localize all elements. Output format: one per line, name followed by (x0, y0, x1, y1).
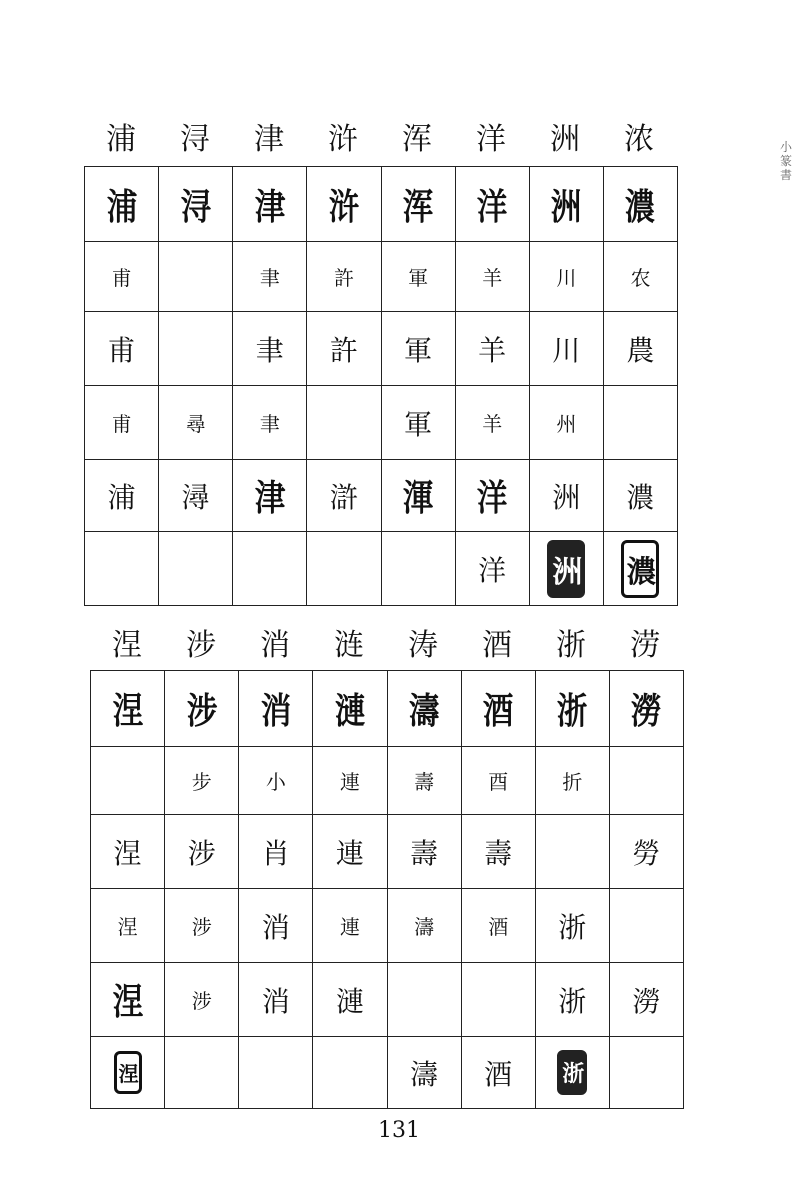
oracle-glyph: 連 (339, 770, 360, 794)
table-row (85, 532, 678, 606)
glyph-cell (233, 242, 307, 312)
glyph-cell (85, 460, 159, 532)
seal-glyph: 浒 (328, 186, 360, 228)
glyph-cell (233, 312, 307, 386)
glyph-cell (455, 386, 529, 460)
header-char: 涝 (630, 628, 660, 663)
bamboo-glyph: 州 (556, 412, 577, 436)
glyph-cell (461, 963, 535, 1037)
glyph-cell (387, 747, 461, 815)
glyph-cell (239, 815, 313, 889)
glyph-cell (387, 963, 461, 1037)
bamboo-glyph: 連 (339, 915, 360, 939)
clerical-glyph: 滸 (329, 480, 358, 514)
glyph-cell (455, 312, 529, 386)
header-char: 酒 (482, 628, 512, 663)
seal-glyph: 浔 (180, 186, 211, 228)
glyph-cell (165, 1037, 239, 1109)
glyph-cell (535, 963, 609, 1037)
glyph-cell (609, 815, 683, 889)
glyph-cell (603, 167, 677, 242)
glyph-cell (535, 1037, 609, 1109)
seal-glyph: 涉 (186, 691, 217, 732)
glyph-cell (165, 671, 239, 747)
seal-glyph: 浑 (402, 186, 434, 228)
bronze-glyph: 勞 (632, 836, 661, 870)
glyph-cell (529, 242, 603, 312)
bamboo-glyph: 尋 (185, 412, 206, 436)
glyph-cell (85, 532, 159, 606)
glyph-cell (387, 815, 461, 889)
glyph-cell (165, 963, 239, 1037)
header-char: 浦 (106, 122, 136, 157)
header-char: 浑 (402, 122, 432, 157)
glyph-cell (85, 242, 159, 312)
clerical-glyph: 澇 (632, 984, 661, 1018)
glyph-cell (159, 386, 233, 460)
glyph-cell (313, 815, 387, 889)
bronze-glyph: 壽 (410, 836, 439, 870)
glyph-cell (455, 242, 529, 312)
seal-stamp-glyph: 涅 (114, 1051, 142, 1094)
glyph-cell (233, 532, 307, 606)
glyph-cell (603, 242, 677, 312)
clerical-glyph: 浙 (558, 984, 587, 1018)
table-row (91, 671, 684, 747)
glyph-cell (387, 671, 461, 747)
glyph-cell (239, 671, 313, 747)
glyph-cell (307, 312, 381, 386)
glyph-cell (159, 242, 233, 312)
glyph-cell (461, 815, 535, 889)
seal-glyph: 津 (254, 186, 286, 228)
glyph-cell (159, 532, 233, 606)
seal-glyph: 酒 (482, 691, 514, 732)
bronze-glyph: 聿 (255, 333, 284, 367)
glyph-cell (159, 167, 233, 242)
glyph-cell (85, 386, 159, 460)
seal-stamp-glyph: 洲 (547, 540, 585, 598)
bronze-glyph: 涉 (187, 836, 216, 870)
glyph-cell (159, 460, 233, 532)
header-char: 浒 (328, 122, 358, 157)
bronze-glyph: 涅 (113, 836, 142, 870)
seal-glyph: 洋 (476, 186, 508, 228)
glyph-cell (165, 815, 239, 889)
bronze-glyph: 壽 (484, 836, 513, 870)
header-char: 涛 (408, 628, 438, 663)
header-row-1 (84, 120, 676, 160)
header-char: 消 (260, 628, 290, 663)
clerical-glyph: 漣 (335, 984, 364, 1018)
glyph-cell (233, 167, 307, 242)
glyph-cell (461, 671, 535, 747)
clerical-glyph: 涉 (191, 989, 212, 1013)
glyph-cell (461, 889, 535, 963)
glyph-cell (307, 460, 381, 532)
glyph-cell (85, 312, 159, 386)
table-row (91, 1037, 684, 1109)
glyph-cell (529, 167, 603, 242)
seal-glyph: 洲 (550, 186, 582, 228)
bamboo-glyph: 聿 (259, 412, 280, 436)
glyph-cell (381, 386, 455, 460)
glyph-cell (603, 312, 677, 386)
glyph-cell (91, 963, 165, 1037)
table-row (91, 889, 684, 963)
table-row (85, 312, 678, 386)
glyph-cell (91, 747, 165, 815)
glyph-cell (455, 532, 529, 606)
bamboo-glyph: 消 (261, 910, 290, 944)
glyph-cell (307, 167, 381, 242)
bamboo-glyph: 涅 (117, 915, 138, 939)
glyph-cell (239, 1037, 313, 1109)
glyph-cell (239, 889, 313, 963)
glyph-cell (529, 312, 603, 386)
glyph-cell (91, 671, 165, 747)
glyph-cell (603, 386, 677, 460)
bamboo-glyph: 甫 (111, 412, 132, 436)
margin-mark: 小篆書 (780, 140, 793, 182)
glyph-cell (381, 167, 455, 242)
bamboo-glyph: 濤 (414, 915, 435, 939)
glyph-cell (461, 747, 535, 815)
bamboo-glyph: 羊 (482, 412, 503, 436)
clerical-glyph: 涅 (112, 982, 143, 1023)
header-char: 浔 (180, 122, 210, 157)
oracle-glyph: 羊 (482, 266, 503, 290)
seal-glyph: 澇 (631, 691, 662, 732)
table-row (91, 815, 684, 889)
clerical-glyph: 潯 (181, 480, 210, 514)
header-char: 涉 (186, 628, 216, 663)
glyph-cell (535, 889, 609, 963)
seal-stamp-glyph: 浙 (557, 1050, 587, 1095)
glyph-cell (603, 460, 677, 532)
seal-glyph: 濃 (625, 186, 656, 228)
glyph-cell (603, 532, 677, 606)
glyph-table-1 (84, 166, 678, 606)
oracle-glyph: 酉 (488, 770, 509, 794)
bronze-glyph: 肖 (261, 836, 290, 870)
bamboo-glyph: 酒 (488, 915, 509, 939)
glyph-cell (85, 167, 159, 242)
glyph-cell (313, 671, 387, 747)
glyph-cell (461, 1037, 535, 1109)
glyph-cell (535, 747, 609, 815)
glyph-cell (381, 312, 455, 386)
clerical-glyph: 渾 (402, 478, 434, 519)
oracle-glyph: 許 (333, 266, 354, 290)
oracle-glyph: 步 (191, 770, 212, 794)
oracle-glyph: 聿 (259, 266, 280, 290)
glyph-cell (387, 889, 461, 963)
bronze-glyph: 許 (329, 333, 358, 367)
glyph-cell (239, 747, 313, 815)
table-row (85, 242, 678, 312)
glyph-cell (609, 671, 683, 747)
glyph-cell (381, 532, 455, 606)
glyph-cell (455, 460, 529, 532)
clerical-glyph: 濃 (626, 480, 655, 514)
seal-glyph: 涅 (112, 691, 143, 732)
clerical-glyph: 洲 (552, 480, 581, 514)
bronze-glyph: 連 (335, 836, 364, 870)
table-row (91, 963, 684, 1037)
bronze-glyph: 甫 (107, 333, 136, 367)
glyph-cell (91, 815, 165, 889)
seal-glyph: 漣 (334, 691, 366, 732)
bamboo-glyph: 浙 (558, 910, 587, 944)
glyph-cell (609, 889, 683, 963)
oracle-glyph: 軍 (408, 266, 429, 290)
oracle-glyph: 甫 (111, 266, 132, 290)
table-row (85, 460, 678, 532)
glyph-cell (313, 889, 387, 963)
glyph-cell (455, 167, 529, 242)
glyph-cell (307, 242, 381, 312)
header-char: 洋 (476, 122, 506, 157)
bamboo-glyph: 涉 (191, 915, 212, 939)
glyph-cell (307, 532, 381, 606)
oracle-glyph: 川 (556, 266, 577, 290)
bamboo-glyph: 軍 (404, 407, 433, 441)
clerical-glyph: 洋 (476, 478, 508, 519)
glyph-cell (529, 386, 603, 460)
glyph-cell (387, 1037, 461, 1109)
glyph-table-2 (90, 670, 684, 1109)
bronze-glyph: 軍 (404, 333, 433, 367)
glyph-cell (91, 1037, 165, 1109)
glyph-cell (313, 747, 387, 815)
bronze-glyph: 川 (552, 333, 581, 367)
glyph-cell (91, 889, 165, 963)
glyph-cell (529, 532, 603, 606)
seal-glyph: 消 (260, 691, 292, 732)
glyph-cell (313, 1037, 387, 1109)
header-char: 涅 (112, 628, 142, 663)
glyph-cell (165, 747, 239, 815)
page-number: 131 (378, 1118, 420, 1143)
glyph-cell (165, 889, 239, 963)
clerical-glyph: 消 (261, 984, 290, 1018)
glyph-cell (609, 1037, 683, 1109)
glyph-cell (529, 460, 603, 532)
header-char: 洲 (550, 122, 580, 157)
glyph-cell (535, 815, 609, 889)
oracle-glyph: 壽 (414, 770, 435, 794)
table-row (91, 747, 684, 815)
seal-stamp-glyph: 濤 (410, 1057, 439, 1091)
glyph-cell (609, 747, 683, 815)
seal-stamp-glyph: 酒 (484, 1057, 513, 1091)
header-row-2 (90, 626, 682, 666)
glyph-cell (381, 242, 455, 312)
glyph-cell (535, 671, 609, 747)
table-row (85, 167, 678, 242)
header-char: 涟 (334, 628, 364, 663)
header-char: 浙 (556, 628, 586, 663)
seal-stamp-glyph: 洋 (478, 553, 507, 587)
table-row (85, 386, 678, 460)
header-char: 津 (254, 122, 284, 157)
glyph-cell (233, 386, 307, 460)
seal-stamp-glyph: 濃 (621, 540, 659, 598)
seal-glyph: 浦 (106, 186, 137, 228)
oracle-glyph: 农 (630, 266, 651, 290)
glyph-cell (381, 460, 455, 532)
seal-glyph: 浙 (556, 691, 588, 732)
bronze-glyph: 羊 (478, 333, 507, 367)
seal-glyph: 濤 (408, 691, 440, 732)
glyph-cell (233, 460, 307, 532)
oracle-glyph: 折 (562, 770, 583, 794)
bronze-glyph: 農 (626, 333, 655, 367)
oracle-glyph: 小 (265, 770, 286, 794)
glyph-cell (159, 312, 233, 386)
glyph-cell (609, 963, 683, 1037)
header-char: 浓 (624, 122, 654, 157)
glyph-cell (307, 386, 381, 460)
clerical-glyph: 浦 (107, 480, 136, 514)
clerical-glyph: 津 (254, 478, 286, 519)
glyph-cell (239, 963, 313, 1037)
glyph-cell (313, 963, 387, 1037)
